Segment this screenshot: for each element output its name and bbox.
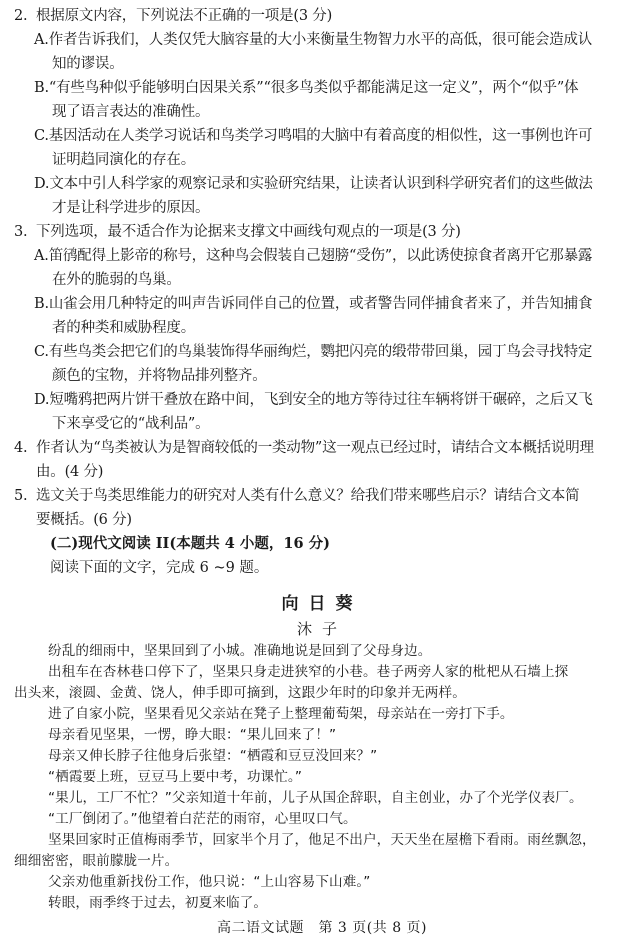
question-4: [14, 436, 628, 460]
story-title: 向日葵: [281, 594, 363, 614]
question-2-option-b: [34, 76, 644, 100]
option-text: 基因活动在人类学习说话和鸟类学习鸣唱的大脑中有着高度的相似性，这一事例也许可: [48, 128, 593, 144]
question-number: 3.: [14, 224, 28, 240]
story-paragraph: [14, 746, 628, 767]
question-3-stem: [14, 220, 628, 244]
paragraph-text: “果儿，工厂不忙？”父亲知道十年前，儿子从国企辞职，自主创业，办了个光学仪表厂。: [48, 790, 583, 806]
question-3-option-b: [34, 292, 644, 316]
question-number: 5.: [14, 488, 28, 504]
question-2-stem: [14, 4, 628, 28]
question-2-option-d: [34, 172, 644, 196]
option-text: 作者告诉我们，人类仅凭大脑容量的大小来衡量生物智力水平的高低，很可能会造成认: [48, 32, 593, 48]
question-2-option-d-cont: 才是让科学进步的原因。: [52, 200, 210, 216]
paragraph-text: 坚果回家时正值梅雨季节，回家半个月了，他足不出户，天天坐在屋檐下看雨。雨丝飘忽，: [48, 832, 596, 848]
question-2-option-c-cont: 证明趋同演化的存在。: [52, 152, 195, 168]
option-label: C.: [34, 344, 49, 360]
option-text: 短嘴鸦把两片饼干叠放在路中间，飞到安全的地方等待过往车辆将饼干碾碎，之后又飞: [49, 392, 593, 408]
question-4-cont: 由。(4 分): [36, 464, 104, 480]
question-5: [14, 484, 628, 508]
question-3-option-c: [34, 340, 644, 364]
paragraph-text: 父亲劝他重新找份工作，他只说：“上山容易下山难。”: [48, 874, 371, 890]
question-text: 根据原文内容，下列说法不正确的一项是(3 分): [36, 8, 333, 24]
option-label: D.: [34, 176, 50, 192]
story-paragraph: [14, 641, 628, 662]
option-text: 山雀会用几种特定的叫声告诉同伴自己的位置，或者警告同伴捕食者来了，并告知捕食: [48, 296, 593, 312]
question-3-option-b-cont: 者的种类和威胁程度。: [52, 320, 195, 336]
question-2-option-b-cont: 现了语言表达的准确性。: [52, 104, 210, 120]
question-number: 4.: [14, 440, 28, 456]
paragraph-text: 转眼，雨季终于过去，初夏来临了。: [48, 895, 268, 911]
paragraph-text-cont: 细细密密，眼前朦胧一片。: [14, 853, 179, 869]
story-paragraph: [14, 662, 628, 704]
question-3-option-a: [34, 244, 644, 268]
option-label: B.: [34, 296, 49, 312]
story-author: 沐子: [296, 620, 347, 638]
story-paragraph: [14, 788, 628, 809]
paragraph-text-cont: 出头来，滚圆、金黄、饶人，伸手即可摘到，这跟少年时的印象并无两样。: [14, 685, 466, 701]
question-2-option-a-cont: 知的谬误。: [52, 56, 124, 72]
paragraph-text: “工厂倒闭了。”他望着白茫茫的雨帘，心里叹口气。: [48, 811, 357, 827]
story-paragraph: [14, 767, 628, 788]
section-instruction: 阅读下面的文字，完成 6 ~9 题。: [50, 560, 269, 576]
option-label: D.: [34, 392, 50, 408]
option-text: “有些鸟种似乎能够明白因果关系”“很多鸟类似乎都能满足这一定义”，两个“似乎”体: [48, 80, 579, 96]
option-label: C.: [34, 128, 49, 144]
question-number: 2.: [14, 8, 28, 24]
paragraph-text: 母亲又伸长脖子往他身后张望：“栖霞和豆豆没回来？”: [48, 748, 378, 764]
question-2-option-a: [34, 28, 644, 52]
paragraph-text: 母亲看见坚果，一愣，睁大眼：“果儿回来了！”: [48, 727, 337, 743]
story-paragraph: [14, 830, 628, 872]
question-3-option-d: [34, 388, 644, 412]
question-3-option-d-cont: 下来享受它的“战利品”。: [52, 416, 210, 432]
question-3-option-c-cont: 颜色的宝物，并将物品排列整齐。: [52, 368, 267, 384]
option-text: 有些鸟类会把它们的鸟巢装饰得华丽绚烂，鹦把闪亮的缎带带回巢，园丁鸟会寻找特定: [48, 344, 593, 360]
paragraph-text: 进了自家小院，坚果看见父亲站在凳子上整理葡萄架，母亲站在一旁打下手。: [48, 706, 514, 722]
story-paragraph: [14, 809, 628, 830]
section-heading: (二)现代文阅读 II(本题共 4 小题，16 分): [50, 535, 330, 552]
question-3-option-a-cont: 在外的脆弱的鸟巢。: [52, 272, 181, 288]
question-text: 作者认为“鸟类被认为是智商较低的一类动物”这一观点已经过时，请结合文本概括说明理: [36, 440, 594, 456]
page-footer: 高二语文试题 第 3 页(共 8 页): [216, 920, 428, 936]
option-label: B.: [34, 80, 49, 96]
paragraph-text: 出租车在杏林巷口停下了，坚果只身走进狭窄的小巷。巷子两旁人家的枇杷从石墙上探: [48, 664, 569, 680]
option-label: A.: [34, 248, 49, 264]
story-paragraph: [14, 704, 628, 725]
paragraph-text: 纷乱的细雨中，坚果回到了小城。准确地说是回到了父母身边。: [48, 643, 432, 659]
question-5-cont: 要概括。(6 分): [36, 512, 132, 528]
question-text: 选文关于鸟类思维能力的研究对人类有什么意义？给我们带来哪些启示？请结合文本简: [36, 488, 580, 504]
option-label: A.: [34, 32, 49, 48]
paragraph-text: “栖霞要上班，豆豆马上要中考，功课忙。”: [48, 769, 302, 785]
story-paragraph: [14, 725, 628, 746]
story-paragraph: [14, 893, 628, 914]
option-text: 笛鸻配得上影帝的称号，这种鸟会假装自己翅膀“受伤”，以此诱使掠食者离开它那暴露: [48, 248, 593, 264]
story-paragraph: [14, 872, 628, 893]
question-2-option-c: [34, 124, 644, 148]
question-text: 下列选项，最不适合作为论据来支撑文中画线句观点的一项是(3 分): [36, 224, 461, 240]
option-text: 文本中引人科学家的观察记录和实验研究结果，让读者认识到科学研究者们的这些做法: [49, 176, 593, 192]
